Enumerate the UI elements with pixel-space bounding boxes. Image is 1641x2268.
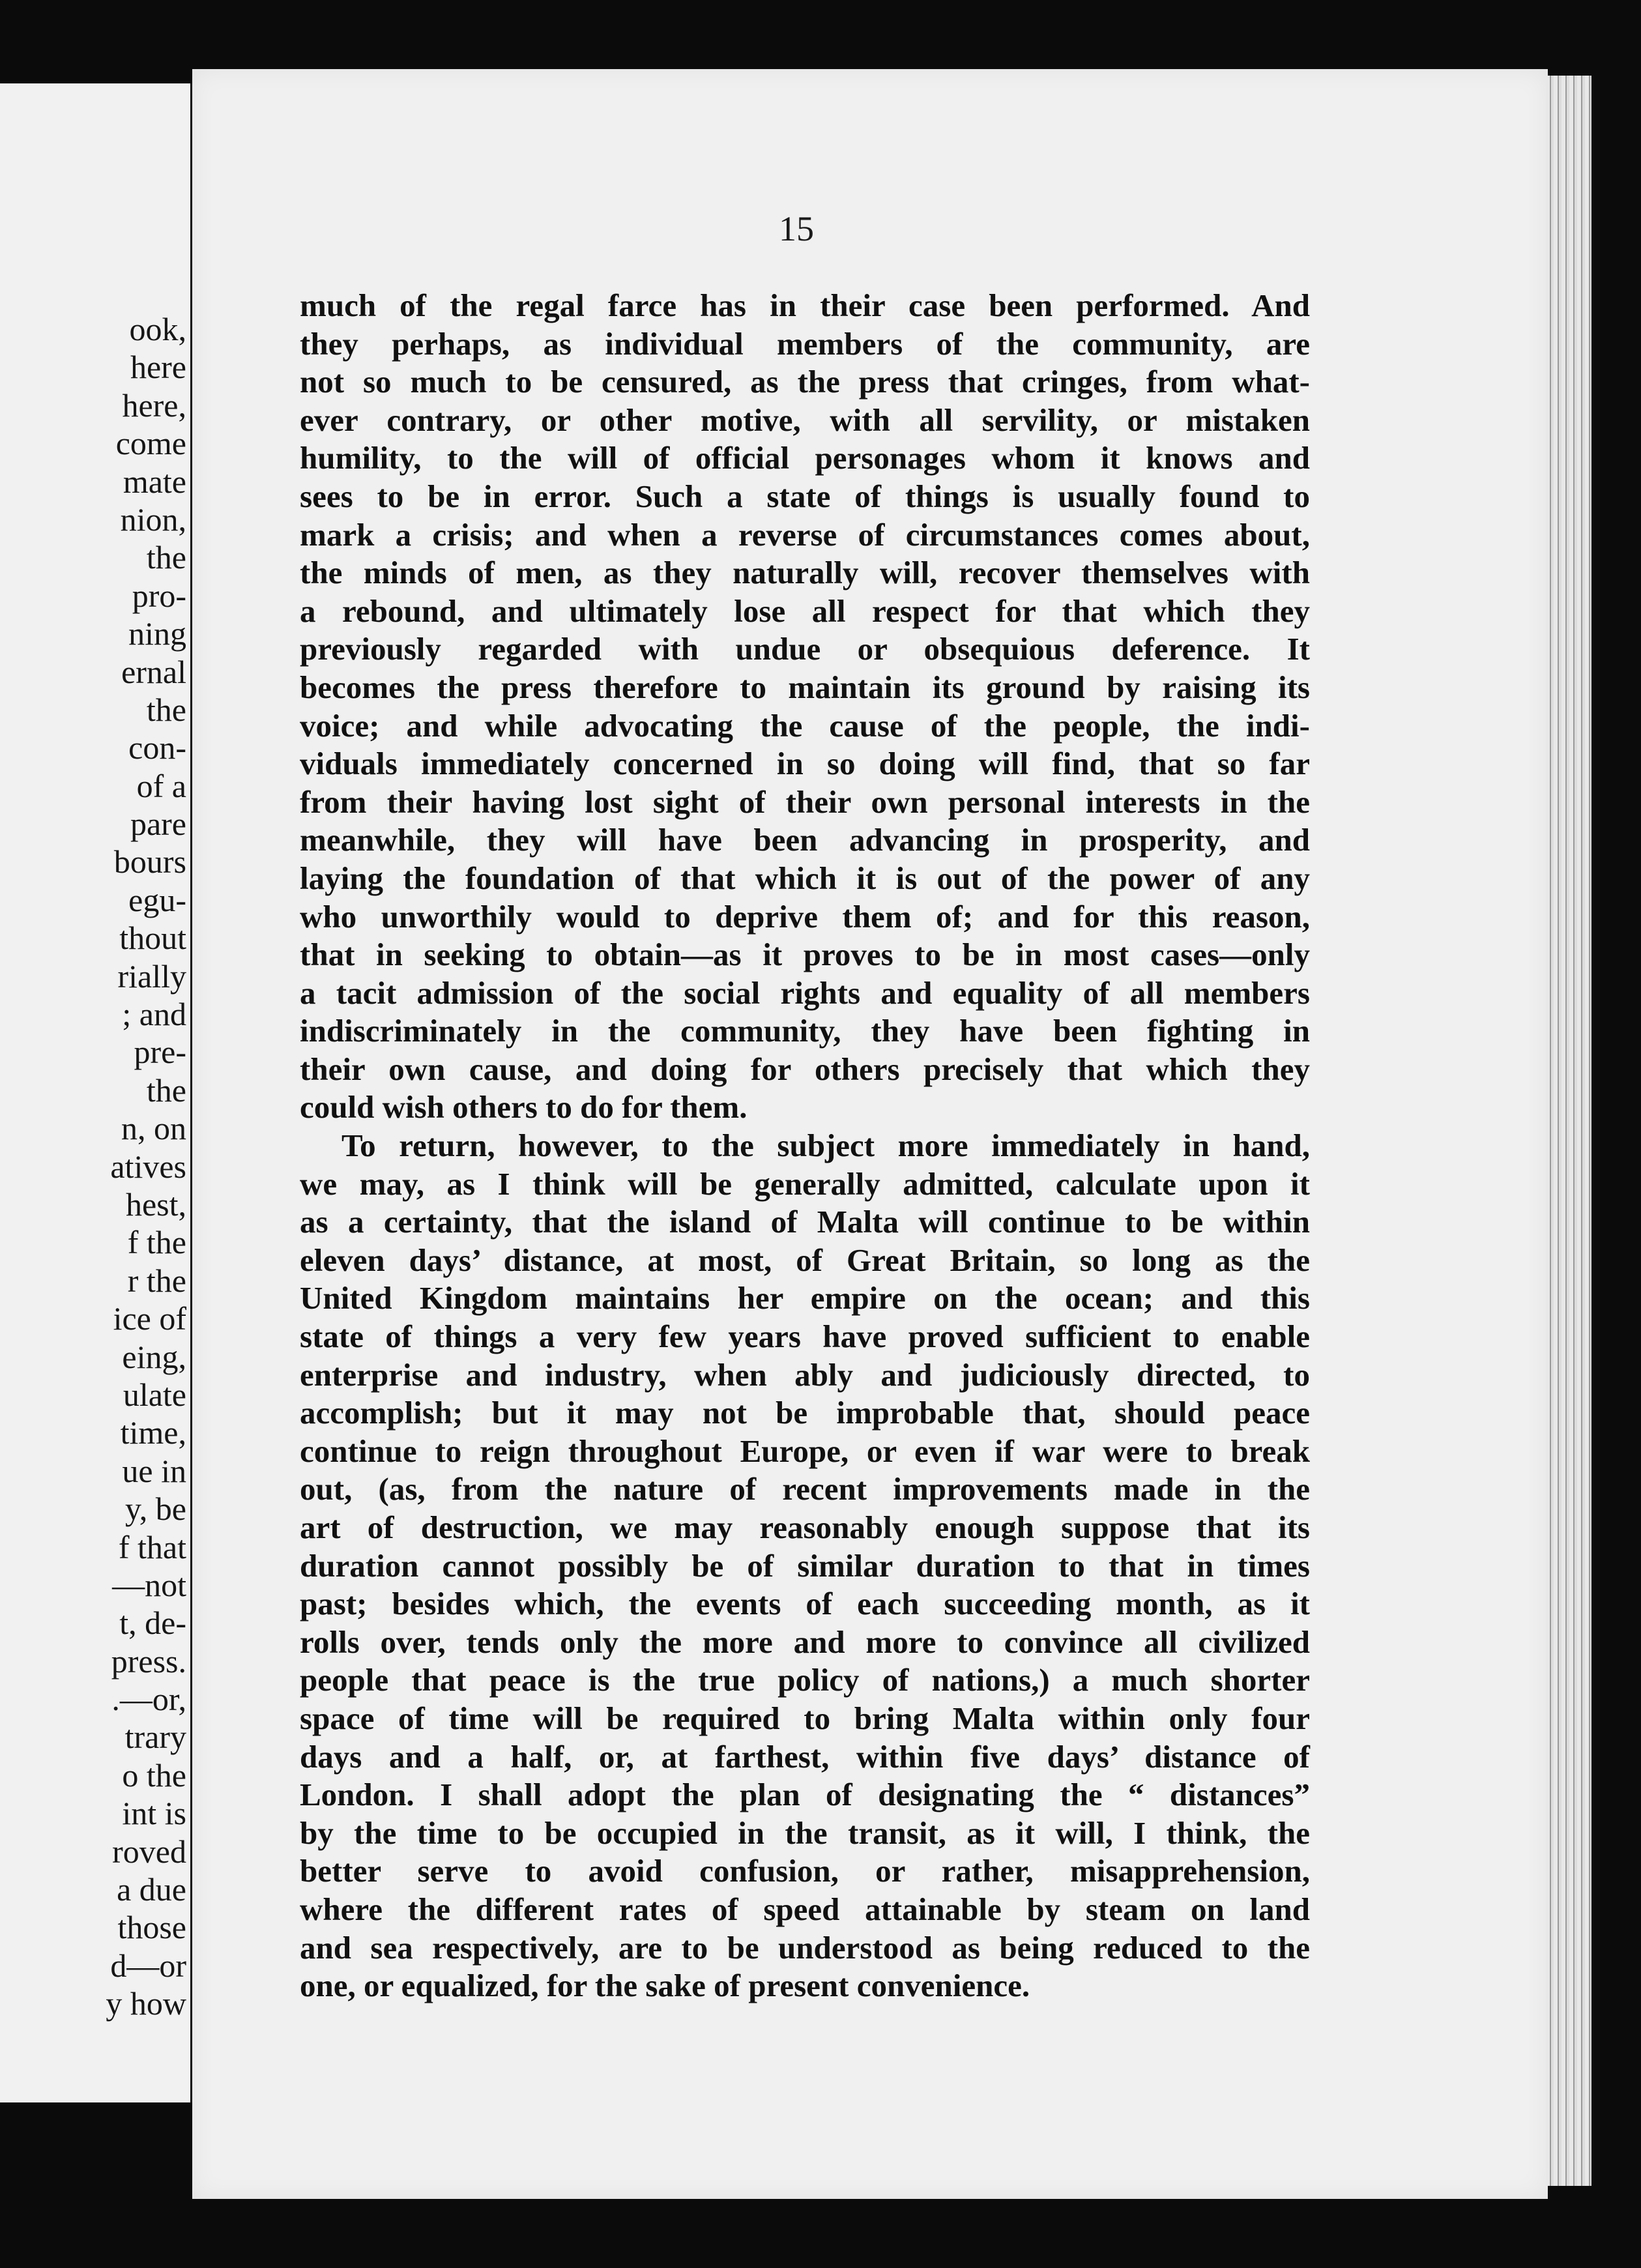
left-page-fragment: time, [120,1414,186,1451]
left-page-fragment: rially [117,957,186,995]
left-facing-page [0,83,190,2102]
left-page-fragment: egu- [128,881,186,918]
left-page-fragment: of a [136,767,186,804]
paragraph [300,287,1310,1127]
left-page-fragment: ernal [121,653,186,690]
left-page-fragment: atives [110,1148,186,1185]
left-page-fragment: mate [123,463,186,500]
text-line: state of things a very few years have proved sufficient to enable [300,1318,1310,1355]
left-page-fragment: bours [113,843,186,880]
page-edges [1546,76,1591,2186]
left-page-fragment: eing, [122,1338,186,1375]
left-page-fragment: thout [119,920,186,957]
text-line: duration cannot possibly be of similar duration to that in times [300,1547,1310,1584]
left-page-fragment: roved [112,1833,186,1870]
text-line: past; besides which, the events of each succeeding month, as it [300,1586,1310,1622]
text-line: not so much to be censured, as the press that cringes, from what- [300,364,1310,400]
left-page-fragment: pare [130,806,186,843]
page-number: 15 [779,209,814,248]
text-line: voice; and while advocating the cause of the people, the indi- [300,707,1310,744]
text-line: one, or equalized, for the sake of present convenience. [300,1968,1030,2004]
text-line: that in seeking to obtain—as it proves to be in most cases—only [300,937,1310,973]
text-line: previously regarded with undue or obsequious deference. It [300,631,1310,667]
left-page-fragment: int is [122,1795,186,1832]
paragraph [300,1127,1310,2005]
left-page-fragment: here, [122,386,186,424]
left-page-text-fragments [106,310,186,2023]
text-line: sees to be in error. Such a state of things is usually found to [300,478,1310,514]
left-page-fragment: f the [127,1224,186,1261]
text-line: accomplish; but it may not be improbable that, should peace [300,1395,1310,1431]
text-line: becomes the press therefore to maintain its ground by raising its [300,669,1310,705]
text-line: London. I shall adopt the plan of designating the “ distances” [300,1777,1310,1813]
left-page-fragment: ice of [113,1300,186,1337]
left-page-fragment: d—or [110,1947,186,1984]
text-line: who unworthily would to deprive them of; and for this reason, [300,898,1310,935]
text-line: from their having lost sight of their own personal interests in the [300,783,1310,820]
left-page-fragment: trary [124,1719,186,1756]
left-page-fragment: come [115,425,186,462]
left-page-fragment: here [130,349,186,386]
text-line: could wish others to do for them. [300,1089,748,1126]
left-page-fragment: ue in [122,1452,186,1489]
left-page-fragment: y, be [125,1490,186,1528]
text-line: eleven days’ distance, at most, of Great Britain, so long as the [300,1242,1310,1278]
text-line: To return, however, to the subject more immediately in hand, [341,1127,1310,1164]
text-line: enterprise and industry, when ably and judiciously directed, to [300,1356,1310,1393]
left-page-fragment: the [146,1071,186,1109]
text-line: continue to reign throughout Europe, or even if war were to break [300,1432,1310,1469]
left-page-fragment: a due [117,1871,186,1908]
left-page-fragment: n, on [121,1110,186,1147]
text-line: we may, as I think will be generally admitted, calculate upon it [300,1165,1310,1202]
text-line: much of the regal farce has in their case been performed. And [300,287,1310,323]
text-line: mark a crisis; and when a reverse of circumstances comes about, [300,516,1310,553]
left-page-fragment: .—or, [111,1681,186,1718]
left-page-fragment: those [117,1909,186,1946]
left-page-fragment: the [146,539,186,576]
text-line: people that peace is the true policy of nations,) a much shorter [300,1662,1310,1698]
left-page-fragment: pre- [134,1034,186,1071]
text-line: ever contrary, or other motive, with all servility, or mistaken [300,401,1310,438]
left-page-fragment: r the [127,1262,186,1299]
text-line: a tacit admission of the social rights and equality of all members [300,974,1310,1011]
text-line: United Kingdom maintains her empire on the ocean; and this [300,1280,1310,1316]
text-line: days and a half, or, at farthest, within five days’ distance of [300,1738,1310,1775]
left-page-fragment: o the [122,1756,186,1794]
text-line: where the different rates of speed attainable by steam on land [300,1891,1310,1927]
text-line: by the time to be occupied in the transit, as it will, I think, the [300,1814,1310,1851]
text-line: art of destruction, we may reasonably enough suppose that its [300,1509,1310,1545]
text-line: as a certainty, that the island of Malta will continue to be within [300,1204,1310,1240]
text-line: viduals immediately concerned in so doing will find, that so far [300,746,1310,782]
left-page-fragment: press. [111,1642,186,1679]
text-line: rolls over, tends only the more and more to convince all civilized [300,1623,1310,1660]
text-line: laying the foundation of that which it is out of the power of any [300,860,1310,896]
text-line: a rebound, and ultimately lose all respect for that which they [300,592,1310,629]
left-page-fragment: t, de- [119,1605,186,1642]
left-page-fragment: f that [118,1528,186,1565]
left-page-fragment: con- [128,729,186,766]
text-line: space of time will be required to bring Malta within only four [300,1700,1310,1736]
left-page-fragment: ning [128,615,186,652]
left-page-fragment: pro- [132,577,186,614]
text-line: the minds of men, as they naturally will, recover themselves with [300,555,1310,591]
left-page-fragment: ulate [123,1376,186,1413]
text-line: indiscriminately in the community, they have been fighting in [300,1013,1310,1049]
text-line: meanwhile, they will have been advancing in prosperity, and [300,822,1310,858]
text-line: they perhaps, as individual members of the community, are [300,325,1310,362]
left-page-fragment: the [146,691,186,728]
left-page-fragment: y how [106,1985,186,2022]
left-page-fragment: ook, [129,311,186,347]
left-page-fragment: ; and [122,996,186,1033]
left-page-fragment: —not [112,1566,186,1603]
text-line: humility, to the will of official personages whom it knows and [300,440,1310,476]
text-line: and sea respectively, are to be understood as being reduced to the [300,1929,1310,1966]
text-line: out, (as, from the nature of recent improvements made in the [300,1471,1310,1507]
text-line: better serve to avoid confusion, or rather, misapprehension, [300,1853,1310,1889]
body-text [300,287,1310,2005]
left-page-fragment: hest, [125,1185,186,1223]
text-line: their own cause, and doing for others precisely that which they [300,1051,1310,1087]
left-page-fragment: nion, [120,501,186,538]
